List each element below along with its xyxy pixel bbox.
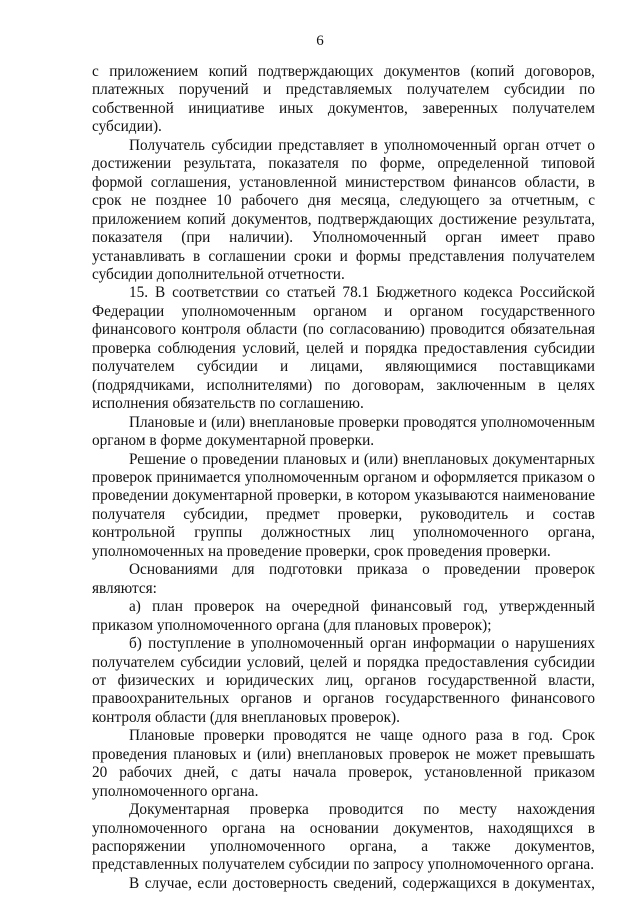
paragraph: Плановые проверки проводятся не чаще одного раза в год. Срок проведения плановых и (или) внеплановых проверок не может превышать 20 рабочих дней, с даты начала проверок, установленной приказом уполномоченного органа. bbox=[92, 727, 595, 800]
paragraph: Получатель субсидии представляет в уполномоченный орган отчет о достижении результата, показателя по форме, определенной типовой формой соглашения, установленной министерством финансов области, в срок не позднее 10 рабочего дня месяца, следующего за отчетным, с приложением копий документов, подтверждающих достижение результата, показателя (при наличии). Уполномоченный орган имеет право устанавливать в соглашении сроки и формы представления получателем субсидии дополнительной отчетности. bbox=[92, 136, 595, 283]
document-body bbox=[92, 63, 595, 893]
paragraph: б) поступление в уполномоченный орган информации о нарушениях получателем субсидии условий, целей и порядка предоставления субсидии от физических и юридических лиц, органов государственной власти, правоохранительных органов и органов государственного финансового контроля области (для внеплановых проверок). bbox=[92, 635, 595, 726]
paragraph: 15. В соответствии со статьей 78.1 Бюджетного кодекса Российской Федерации уполномоченным органом и органом государственного финансового контроля области (по согласованию) проводится обязательная проверка соблюдения условий, целей и порядка предоставления субсидии получателем субсидии и лицами, являющимися поставщиками (подрядчиками, исполнителями) по договорам, заключенным в целях исполнения обязательств по соглашению. bbox=[92, 284, 595, 413]
page-number: 6 bbox=[316, 33, 324, 49]
paragraph: Решение о проведении плановых и (или) внеплановых документарных проверок принимается уполномоченным органом и оформляется приказом о проведении документарной проверки, в котором указываются наименование получателя субсидии, предмет проверки, руководитель и состав контрольной группы должностных лиц уполномоченного органа, уполномоченных на проведение проверки, срок проведения проверки. bbox=[92, 450, 595, 560]
paragraph: В случае, если достоверность сведений, содержащихся в документах, bbox=[129, 874, 595, 892]
paragraph: с приложением копий подтверждающих документов (копий договоров, платежных поручений и представляемых получателем субсидии по собственной инициативе иных документов, заверенных получателем субсидии). bbox=[92, 63, 595, 136]
paragraph: Плановые и (или) внеплановые проверки проводятся уполномоченным органом в форме документарной проверки. bbox=[92, 413, 595, 450]
paragraph: а) план проверок на очередной финансовый год, утвержденный приказом уполномоченного органа (для плановых проверок); bbox=[92, 598, 595, 634]
paragraph: Основаниями для подготовки приказа о проведении проверок являются: bbox=[92, 561, 595, 597]
paragraph: Документарная проверка проводится по месту нахождения уполномоченного органа на основании документов, находящихся в распоряжении уполномоченного органа, а также документов, представленных получателем субсидии по запросу уполномоченного органа. bbox=[92, 801, 595, 874]
